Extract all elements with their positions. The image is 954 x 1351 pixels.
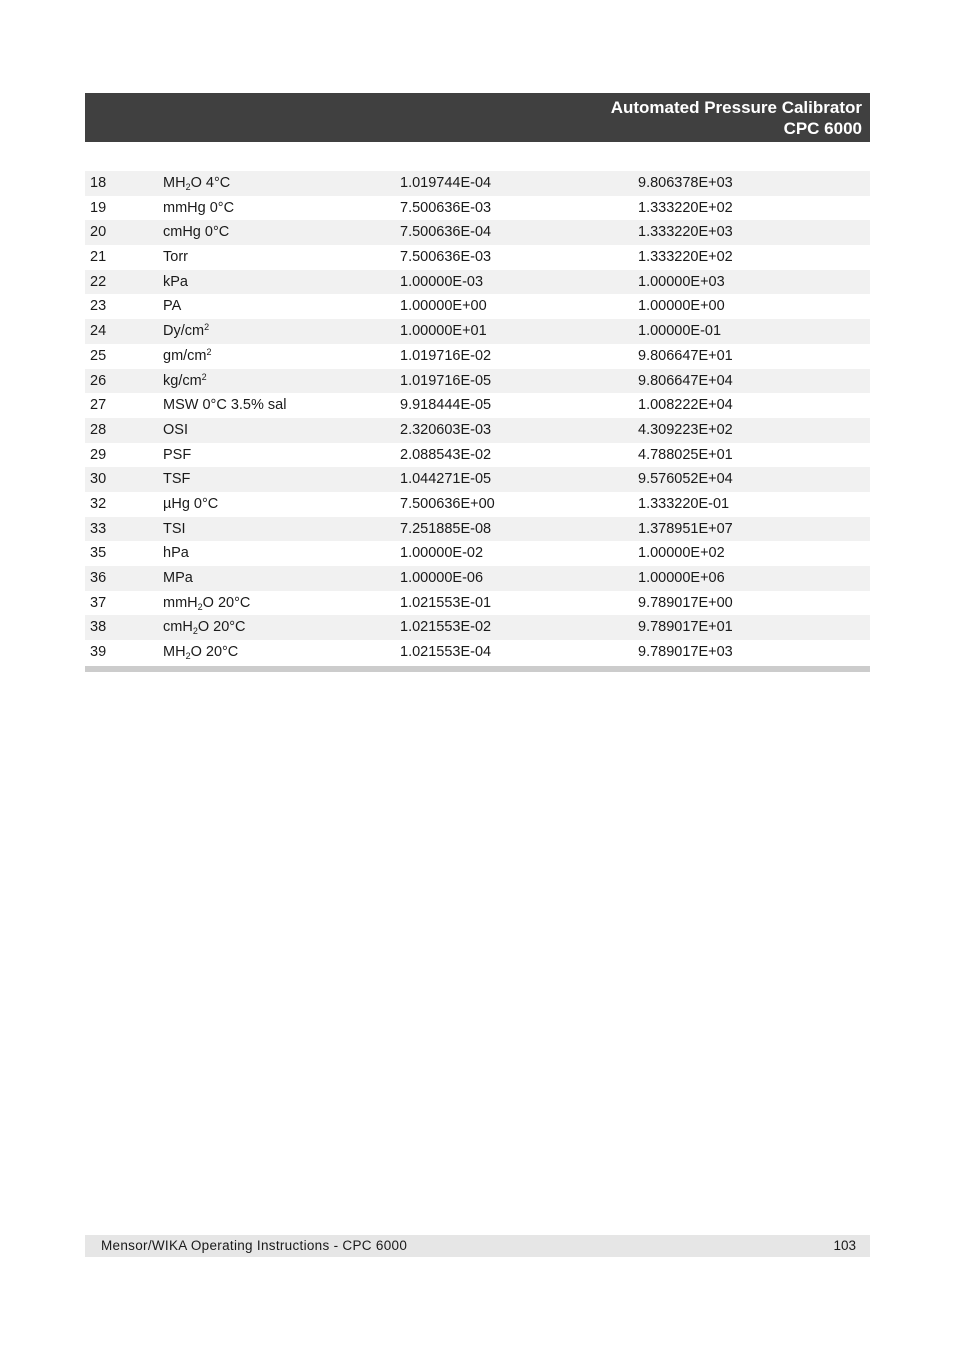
unit-name-text: TSF bbox=[163, 471, 191, 488]
unit-name-text: MH bbox=[163, 644, 186, 661]
unit-name-suffix: O 20°C bbox=[197, 619, 246, 636]
conversion-factor-cell: 1.021553E-04 bbox=[400, 644, 492, 661]
table-row bbox=[85, 220, 870, 245]
unit-name-suffix: O 4°C bbox=[190, 175, 231, 191]
unit-name-text: kPa bbox=[163, 273, 188, 290]
conversion-factor-cell: 1.021553E-02 bbox=[400, 619, 492, 636]
unit-superscript: 2 bbox=[204, 322, 210, 333]
table-row bbox=[85, 294, 870, 319]
conversion-factor-cell: 1.00000E+00 bbox=[400, 298, 487, 315]
header-model: CPC 6000 bbox=[783, 119, 862, 138]
inverse-factor-cell: 1.00000E+02 bbox=[638, 545, 725, 562]
unit-code-cell: 30 bbox=[90, 471, 107, 488]
conversion-factor-cell: 7.500636E+00 bbox=[400, 495, 495, 512]
inverse-factor-cell: 1.333220E+02 bbox=[638, 249, 733, 266]
unit-code-cell: 26 bbox=[90, 372, 107, 389]
inverse-factor-cell: 1.00000E-01 bbox=[638, 323, 722, 340]
unit-name-cell bbox=[163, 270, 188, 295]
unit-name-text: mmH bbox=[163, 594, 198, 611]
unit-name-cell bbox=[163, 566, 193, 591]
unit-superscript: 2 bbox=[206, 346, 212, 357]
unit-name-cell bbox=[163, 319, 209, 344]
conversion-factor-cell: 1.044271E-05 bbox=[400, 471, 492, 488]
unit-code-cell: 36 bbox=[90, 570, 107, 586]
conversion-factor-cell: 1.021553E-01 bbox=[400, 594, 492, 611]
unit-name-cell bbox=[163, 369, 207, 394]
table-row bbox=[85, 541, 870, 566]
table-row bbox=[85, 369, 870, 394]
unit-name-text: mmHg 0°C bbox=[163, 199, 235, 216]
page-header-bar bbox=[85, 93, 870, 142]
unit-subscript: 2 bbox=[192, 626, 198, 637]
unit-name-text: hPa bbox=[163, 545, 189, 562]
inverse-factor-cell: 1.378951E+07 bbox=[638, 520, 733, 537]
unit-name-text: MH bbox=[163, 175, 186, 191]
unit-name-cell bbox=[163, 418, 188, 443]
unit-name-cell bbox=[163, 443, 191, 468]
unit-code-cell: 25 bbox=[90, 347, 107, 364]
unit-code-cell: 20 bbox=[90, 224, 107, 241]
table-row bbox=[85, 566, 870, 591]
unit-name-cell bbox=[163, 541, 189, 566]
conversion-factor-cell: 1.00000E-03 bbox=[400, 273, 484, 290]
unit-name-cell bbox=[163, 171, 230, 196]
unit-name-cell bbox=[163, 467, 190, 492]
unit-name-cell bbox=[163, 615, 246, 640]
inverse-factor-cell: 9.789017E+00 bbox=[638, 594, 733, 611]
unit-name-cell bbox=[163, 196, 234, 221]
unit-name-text: TSI bbox=[163, 520, 186, 537]
unit-code-cell: 18 bbox=[90, 175, 107, 191]
unit-code-cell: 27 bbox=[90, 397, 107, 414]
inverse-factor-cell: 9.789017E+03 bbox=[638, 644, 733, 661]
conversion-factor-cell: 1.019716E-05 bbox=[400, 372, 492, 389]
unit-name-text: kg/cm bbox=[163, 372, 202, 389]
unit-name-text: µHg 0°C bbox=[163, 495, 219, 512]
footer-page-number: 103 bbox=[833, 1238, 856, 1253]
unit-code-cell: 28 bbox=[90, 421, 107, 438]
footer-doc-title: Mensor/WIKA Operating Instructions - CPC 6000 bbox=[101, 1238, 408, 1253]
inverse-factor-cell: 1.008222E+04 bbox=[638, 397, 733, 414]
unit-subscript: 2 bbox=[197, 601, 203, 612]
inverse-factor-cell: 1.00000E+03 bbox=[638, 273, 725, 290]
inverse-factor-cell: 4.788025E+01 bbox=[638, 446, 733, 463]
unit-name-cell bbox=[163, 591, 250, 616]
table-row bbox=[85, 245, 870, 270]
inverse-factor-cell: 4.309223E+02 bbox=[638, 421, 733, 438]
unit-code-cell: 19 bbox=[90, 199, 107, 216]
table-row bbox=[85, 418, 870, 443]
inverse-factor-cell: 1.00000E+00 bbox=[638, 298, 725, 315]
conversion-factor-cell: 1.00000E-02 bbox=[400, 545, 484, 562]
table-row bbox=[85, 467, 870, 492]
unit-code-cell: 39 bbox=[90, 644, 107, 661]
unit-name-cell bbox=[163, 517, 186, 542]
conversion-factor-cell: 1.019716E-02 bbox=[400, 347, 492, 364]
unit-subscript: 2 bbox=[185, 182, 191, 192]
table-row bbox=[85, 640, 870, 665]
unit-name-cell bbox=[163, 492, 218, 517]
conversion-factor-cell: 9.918444E-05 bbox=[400, 397, 492, 414]
unit-name-suffix: O 20°C bbox=[190, 644, 239, 661]
conversion-factor-cell: 1.00000E-06 bbox=[400, 570, 484, 586]
table-bottom-rule bbox=[85, 666, 870, 672]
unit-code-cell: 38 bbox=[90, 619, 107, 636]
conversion-factor-cell: 7.500636E-03 bbox=[400, 199, 492, 216]
table-row bbox=[85, 319, 870, 344]
conversion-factor-cell: 1.00000E+01 bbox=[400, 323, 487, 340]
inverse-factor-cell: 9.806378E+03 bbox=[638, 175, 733, 191]
unit-name-text: PA bbox=[163, 298, 182, 315]
inverse-factor-cell: 9.789017E+01 bbox=[638, 619, 733, 636]
conversion-factor-cell: 1.019744E-04 bbox=[400, 175, 492, 191]
unit-name-text: PSF bbox=[163, 446, 192, 463]
table-row bbox=[85, 344, 870, 369]
unit-name-text: Torr bbox=[163, 249, 188, 266]
unit-name-suffix: O 20°C bbox=[202, 594, 251, 611]
unit-code-cell: 32 bbox=[90, 495, 107, 512]
table-row bbox=[85, 517, 870, 542]
unit-name-cell bbox=[163, 640, 238, 665]
unit-code-cell: 29 bbox=[90, 446, 107, 463]
unit-code-cell: 33 bbox=[90, 520, 107, 537]
unit-conversion-table bbox=[85, 171, 870, 672]
table-row bbox=[85, 492, 870, 517]
unit-name-text: gm/cm bbox=[163, 347, 207, 364]
inverse-factor-cell: 1.333220E+03 bbox=[638, 224, 733, 241]
unit-name-cell bbox=[163, 294, 181, 319]
conversion-factor-cell: 7.500636E-04 bbox=[400, 224, 492, 241]
table-row bbox=[85, 615, 870, 640]
conversion-factor-cell: 7.251885E-08 bbox=[400, 520, 492, 537]
unit-name-cell bbox=[163, 344, 212, 369]
unit-code-cell: 24 bbox=[90, 323, 107, 340]
inverse-factor-cell: 1.333220E-01 bbox=[638, 495, 730, 512]
unit-subscript: 2 bbox=[185, 651, 191, 662]
table-row bbox=[85, 270, 870, 295]
unit-code-cell: 35 bbox=[90, 545, 107, 562]
unit-code-cell: 23 bbox=[90, 298, 107, 315]
header-title: Automated Pressure Calibrator bbox=[610, 98, 862, 117]
page-footer bbox=[85, 1235, 870, 1257]
unit-name-text: OSI bbox=[163, 421, 188, 438]
inverse-factor-cell: 1.333220E+02 bbox=[638, 199, 733, 216]
conversion-factor-cell: 2.088543E-02 bbox=[400, 446, 492, 463]
unit-code-cell: 37 bbox=[90, 594, 107, 611]
unit-name-cell bbox=[163, 393, 286, 418]
table-row bbox=[85, 393, 870, 418]
inverse-factor-cell: 9.806647E+01 bbox=[638, 347, 733, 364]
unit-name-cell bbox=[163, 245, 188, 270]
unit-name-text: cmH bbox=[163, 619, 193, 636]
table-row bbox=[85, 443, 870, 468]
unit-name-text: Dy/cm bbox=[163, 323, 205, 340]
unit-superscript: 2 bbox=[201, 371, 207, 382]
unit-code-cell: 22 bbox=[90, 273, 107, 290]
inverse-factor-cell: 1.00000E+06 bbox=[638, 570, 725, 586]
unit-name-text: cmHg 0°C bbox=[163, 224, 230, 241]
unit-name-text: MSW 0°C 3.5% sal bbox=[163, 397, 287, 414]
table-row bbox=[85, 171, 870, 196]
table-row bbox=[85, 196, 870, 221]
inverse-factor-cell: 9.576052E+04 bbox=[638, 471, 733, 488]
conversion-factor-cell: 7.500636E-03 bbox=[400, 249, 492, 266]
inverse-factor-cell: 9.806647E+04 bbox=[638, 372, 733, 389]
unit-code-cell: 21 bbox=[90, 249, 107, 266]
unit-name-text: MPa bbox=[163, 570, 193, 586]
conversion-factor-cell: 2.320603E-03 bbox=[400, 421, 492, 438]
unit-name-cell bbox=[163, 220, 229, 245]
table-row bbox=[85, 591, 870, 616]
